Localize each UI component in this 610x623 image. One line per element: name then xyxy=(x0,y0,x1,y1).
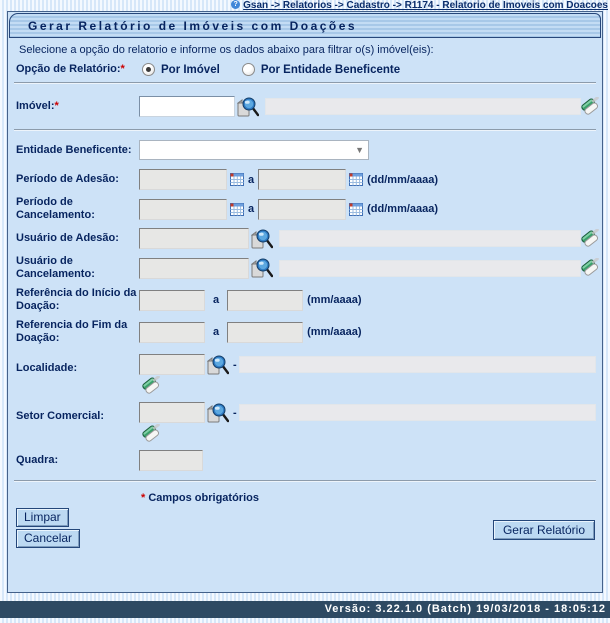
quadra-input[interactable] xyxy=(139,450,203,471)
row-usuario-cancelamento xyxy=(11,252,599,284)
date-format-hint: (dd/mm/aaaa) xyxy=(367,173,439,186)
entidade-beneficente-select[interactable] xyxy=(139,140,369,160)
usuario-cancelamento-label: Usuário de Cancelamento: xyxy=(16,255,95,280)
calendar-icon[interactable] xyxy=(230,202,244,217)
report-form-panel xyxy=(7,11,603,593)
divider xyxy=(14,129,596,131)
range-separator: a xyxy=(213,326,220,338)
radio-por-entidade-beneficente-label: Por Entidade Beneficente xyxy=(260,63,401,76)
breadcrumb-link[interactable]: Gsan -> Relatorios -> Cadastro -> R1174 - Relatorio de Imoveis com Doacoes xyxy=(243,0,608,11)
row-periodo-cancelamento xyxy=(11,193,599,225)
month-format-hint: (mm/aaaa) xyxy=(307,326,362,338)
row-localidade xyxy=(11,348,599,399)
search-icon[interactable] xyxy=(251,258,273,278)
usuario-cancelamento-input[interactable] xyxy=(139,258,249,279)
referencia-fim-from-input[interactable] xyxy=(139,322,205,343)
referencia-fim-to-input[interactable] xyxy=(227,322,303,343)
cancelar-button[interactable]: Cancelar xyxy=(16,529,80,548)
periodo-adesao-label: Período de Adesão: xyxy=(16,173,119,185)
row-periodo-adesao xyxy=(11,166,599,193)
setor-comercial-display xyxy=(239,404,596,421)
calendar-icon[interactable] xyxy=(349,202,363,217)
required-fields-note: * Campos obrigatórios xyxy=(141,492,259,504)
periodo-cancelamento-to-input[interactable] xyxy=(258,199,346,220)
version-footer: Versão: 3.22.1.0 (Batch) 19/03/2018 - 18:05:12 xyxy=(0,601,610,618)
instruction-text: Selecione a opção do relatorio e informe os dados abaixo para filtrar o(s) imóvel(eis): xyxy=(19,44,434,56)
row-opcao-relatorio xyxy=(11,58,599,79)
imovel-display xyxy=(265,98,581,115)
referencia-inicio-label: Referência do Início da Doação: xyxy=(16,287,137,312)
range-separator: a xyxy=(213,294,220,306)
month-format-hint: (mm/aaaa) xyxy=(307,294,362,306)
range-separator: a xyxy=(248,173,255,186)
row-usuario-adesao xyxy=(11,225,599,252)
radio-por-imovel[interactable] xyxy=(142,63,155,76)
localidade-input[interactable] xyxy=(139,354,205,375)
calendar-icon[interactable] xyxy=(230,172,244,187)
range-separator: a xyxy=(248,203,255,215)
breadcrumb xyxy=(0,0,608,11)
usuario-adesao-label: Usuário de Adesão: xyxy=(16,232,119,244)
dash-separator: - xyxy=(233,358,237,371)
usuario-adesao-input[interactable] xyxy=(139,228,249,249)
row-quadra xyxy=(11,447,599,474)
date-format-hint: (dd/mm/aaaa) xyxy=(367,203,439,215)
referencia-inicio-from-input[interactable] xyxy=(139,290,205,311)
search-icon[interactable] xyxy=(237,97,259,117)
radio-por-entidade-beneficente[interactable] xyxy=(242,63,255,76)
imovel-label: Imóvel:* xyxy=(16,100,59,112)
search-icon[interactable] xyxy=(251,229,273,249)
row-setor-comercial xyxy=(11,399,599,447)
setor-comercial-input[interactable] xyxy=(139,402,205,423)
calendar-icon[interactable] xyxy=(349,172,363,187)
radio-por-imovel-label: Por Imóvel xyxy=(161,63,220,76)
divider xyxy=(14,82,596,84)
button-bar xyxy=(11,506,599,548)
entidade-beneficente-label: Entidade Beneficente: xyxy=(16,143,132,156)
referencia-inicio-to-input[interactable] xyxy=(227,290,303,311)
row-referencia-fim xyxy=(11,316,599,348)
divider xyxy=(14,480,596,482)
row-imovel xyxy=(11,87,599,126)
search-icon[interactable] xyxy=(207,355,229,375)
localidade-display xyxy=(239,356,596,373)
eraser-icon[interactable] xyxy=(142,424,161,444)
eraser-icon[interactable] xyxy=(142,376,161,396)
eraser-icon[interactable] xyxy=(581,229,600,249)
imovel-input[interactable] xyxy=(139,96,235,117)
opcao-relatorio-label: Opção de Relatório:* xyxy=(16,63,125,75)
help-icon[interactable]: ? xyxy=(231,0,240,9)
usuario-cancelamento-display xyxy=(279,260,581,277)
setor-comercial-label: Setor Comercial: xyxy=(16,410,105,422)
eraser-icon[interactable] xyxy=(581,97,600,117)
search-icon[interactable] xyxy=(207,403,229,423)
page-title: Gerar Relatório de Imóveis com Doações xyxy=(28,18,358,33)
periodo-cancelamento-label: Período de Cancelamento: xyxy=(16,196,95,221)
localidade-label: Localidade: xyxy=(16,362,78,374)
referencia-fim-label: Referencia do Fim da Doação: xyxy=(16,319,128,344)
chevron-down-icon: ▼ xyxy=(355,145,364,155)
page-header xyxy=(9,13,601,38)
periodo-cancelamento-from-input[interactable] xyxy=(139,199,227,220)
limpar-button[interactable]: Limpar xyxy=(16,508,69,527)
row-referencia-inicio xyxy=(11,284,599,316)
periodo-adesao-to-input[interactable] xyxy=(258,169,346,190)
dash-separator: - xyxy=(233,406,237,419)
row-entidade-beneficente xyxy=(11,134,599,166)
quadra-label: Quadra: xyxy=(16,454,59,466)
gerar-relatorio-button[interactable]: Gerar Relatório xyxy=(493,520,595,540)
usuario-adesao-display xyxy=(279,230,581,247)
periodo-adesao-from-input[interactable] xyxy=(139,169,227,190)
eraser-icon[interactable] xyxy=(581,258,600,278)
